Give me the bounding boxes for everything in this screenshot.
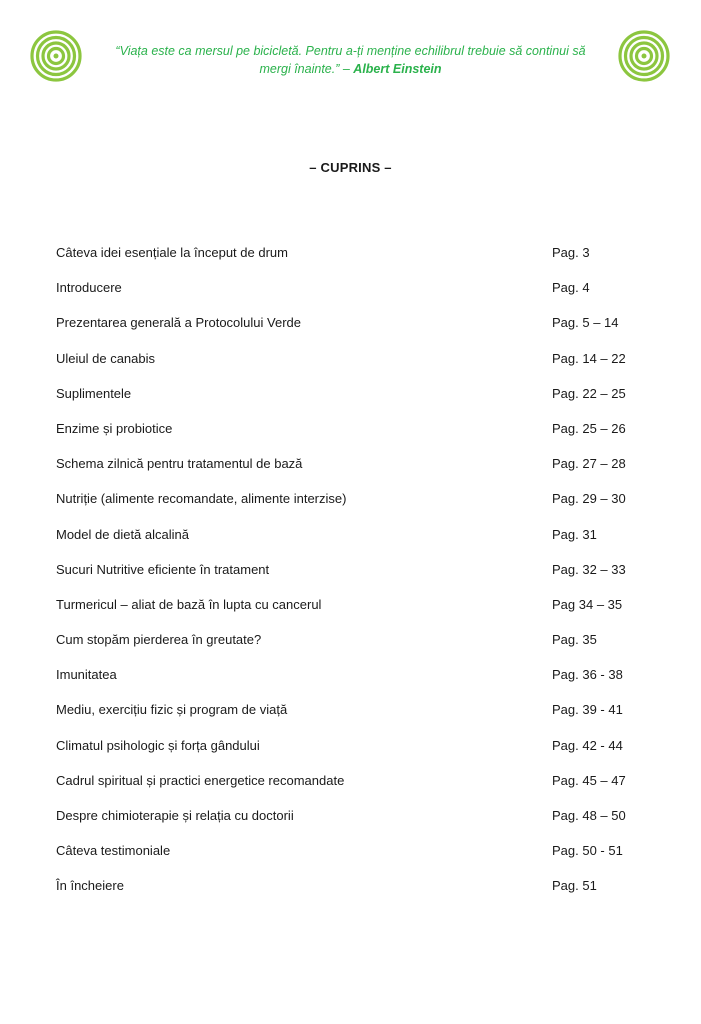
toc-entry-page: Pag. 14 – 22 [552,350,626,366]
toc-entry-label: Câteva testimoniale [56,843,171,859]
toc-entry-page: Pag. 4 [552,280,590,296]
toc-entry [0,243,701,278]
toc-entry-page: Pag. 39 - 41 [552,702,623,718]
toc-entry [0,384,701,419]
toc-entry-page: Pag. 35 [552,632,597,648]
toc-entry-label: Câteva idei esențiale la început de drum [56,245,288,260]
toc-entry-page: Pag. 29 – 30 [552,491,626,507]
toc-entry [0,700,701,735]
toc-entry-page: Pag. 51 [552,878,597,894]
toc-entry-label: În încheiere [56,878,124,894]
toc-entry [0,771,701,806]
toc-entry [0,349,701,384]
toc-entry-page: Pag. 42 - 44 [552,737,623,753]
page-header [0,28,701,92]
toc-entry-page: Pag. 25 – 26 [552,420,626,436]
toc-entry-label: Mediu, exercițiu fizic și program de viață [56,702,288,718]
green-spiral-icon [618,30,670,82]
toc-entry [0,278,701,313]
toc-entry [0,630,701,665]
toc-entry-page: Pag. 32 – 33 [552,561,626,577]
toc-entry-label: Sucuri Nutritive eficiente în tratament [56,561,270,577]
table-of-contents [0,243,701,912]
toc-entry-label: Schema zilnică pentru tratamentul de bază [56,456,303,472]
quote-author: Albert Einstein [353,62,442,76]
quote-text: “Viața este ca mersul pe bicicletă. Pentru a-ți menține echilibrul trebuie să continui să mergi înainte.” – [115,44,586,76]
toc-entry-page: Pag. 5 – 14 [552,315,619,331]
page-title: – CUPRINS – [309,160,392,175]
toc-entry-label: Cum stopăm pierderea în greutate? [56,632,262,648]
toc-entry [0,419,701,454]
toc-entry-label: Turmericul – aliat de bază în lupta cu cancerul [56,596,322,612]
toc-entry-label: Climatul psihologic și forța gândului [56,737,260,753]
toc-entry [0,876,701,911]
toc-entry-page: Pag. 45 – 47 [552,772,626,788]
toc-entry [0,489,701,524]
toc-entry [0,454,701,489]
toc-entry-label: Nutriție (alimente recomandate, alimente interzise) [56,491,347,507]
header-quote [100,42,601,78]
toc-entry-page: Pag 34 – 35 [552,596,623,612]
toc-entry [0,525,701,560]
toc-entry-label: Imunitatea [56,667,117,683]
toc-entry-label: Uleiul de canabis [56,350,156,366]
toc-entry-label: Prezentarea generală a Protocolului Verde [56,315,301,331]
toc-entry [0,806,701,841]
toc-entry [0,560,701,595]
toc-entry [0,665,701,700]
toc-entry-page: Pag. 48 – 50 [552,808,626,823]
toc-entry-page: Pag. 50 - 51 [552,843,623,859]
toc-entry-label: Cadrul spiritual și practici energetice recomandate [56,772,345,788]
toc-entry-page: Pag. 22 – 25 [552,385,626,401]
toc-entry-page: Pag. 31 [552,526,597,542]
toc-entry-page: Pag. 36 - 38 [552,667,623,683]
toc-entry-label: Suplimentele [56,385,132,401]
toc-entry-page: Pag. 27 – 28 [552,456,626,472]
toc-entry-label: Enzime și probiotice [56,420,173,436]
green-spiral-icon [30,30,82,82]
toc-entry-label: Model de dietă alcalină [56,526,189,542]
toc-entry [0,313,701,348]
toc-entry-label: Despre chimioterapie și relația cu doctorii [56,808,294,823]
toc-entry [0,736,701,771]
toc-entry-page: Pag. 3 [552,245,590,260]
toc-entry [0,841,701,876]
toc-entry [0,595,701,630]
toc-entry-label: Introducere [56,280,122,296]
